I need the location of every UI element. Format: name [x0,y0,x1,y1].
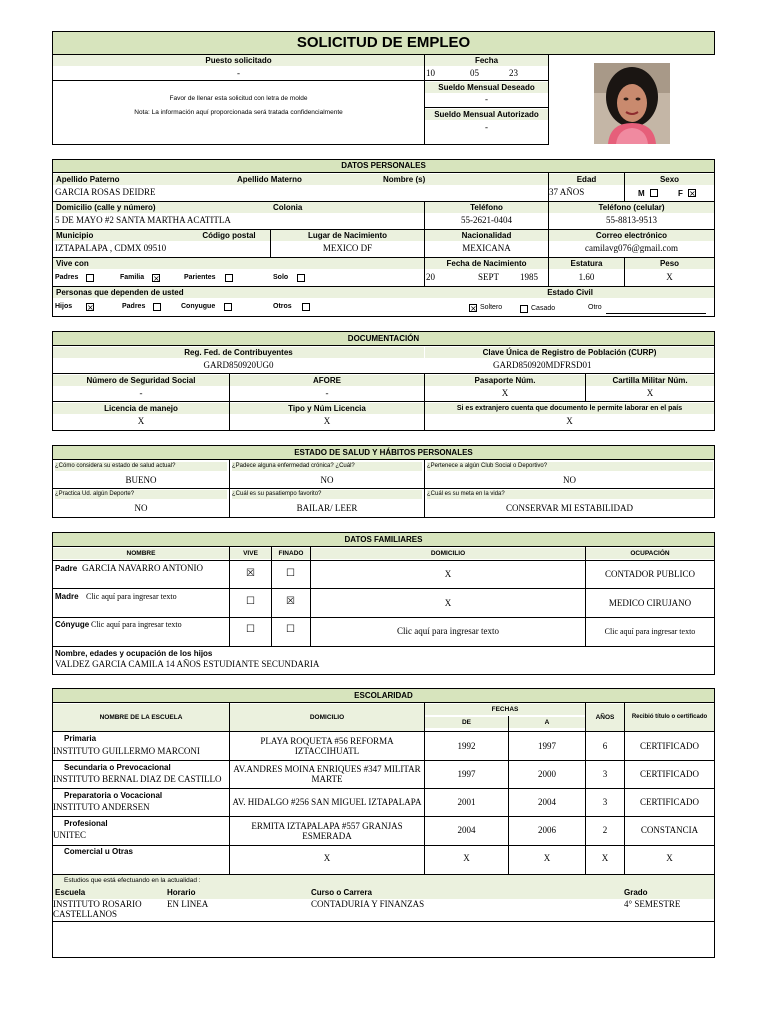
salud-a3[interactable]: NO [563,475,576,485]
actual-horario-value[interactable]: EN LINEA [167,899,209,909]
nacionalidad-label: Nacionalidad [425,230,548,241]
civil-soltero-label: Soltero [480,304,503,311]
escuela-profesional-titulo[interactable]: CONSTANCIA [640,825,699,835]
salud-q2: ¿Padece alguna enfermedad crónica? ¿Cuál? [232,462,422,471]
salud-q5: ¿Cuál es su pasatiempo favorito? [232,490,422,499]
col-de: DE [425,717,508,728]
form-title: SOLICITUD DE EMPLEO [52,31,715,55]
escuela-preparatoria-level: Preparatoria o Vocacional [64,791,163,800]
dep-conyugue-label: Conyugue [181,303,216,310]
sueldo-deseado-value[interactable]: - [485,94,488,104]
familiar-conyuge-finado[interactable]: ☐ [286,624,295,635]
sueldo-autorizado-value[interactable]: - [485,122,488,132]
actual-studies-label: Estudios que está efectuando en la actualidad : [64,877,201,884]
municipio-value[interactable]: IZTAPALAPA , CDMX 09510 [55,243,167,253]
actual-curso-value[interactable]: CONTADURIA Y FINANZAS [311,899,425,909]
escuela-profesional-level: Profesional [64,819,108,828]
sueldo-deseado-label: Sueldo Mensual Deseado [425,82,548,93]
col-finado: FINADO [272,548,310,559]
escuela-secundaria-name[interactable]: INSTITUTO BERNAL DIAZ DE CASTILLO [53,774,222,784]
vive-parientes-label: Parientes [184,274,216,281]
sexo-m-label: M [638,189,645,198]
extranjero-label: Si es extranjero cuenta que documento le permite laborar en el país [425,403,714,414]
vive-solo-checkbox[interactable] [297,274,305,282]
colonia-label: Colonia [273,203,303,212]
dep-conyugue-checkbox[interactable] [224,303,232,311]
fecha-nacimiento-month[interactable]: SEPT [478,272,500,282]
escuela-preparatoria-anios[interactable]: 3 [602,797,608,807]
edad-value[interactable]: 37 AÑOS [549,187,585,197]
dep-hijos-label: Hijos [55,303,73,310]
familiar-madre-ocupacion[interactable]: MEDICO CIRUJANO [608,598,692,608]
pasaporte-label: Pasaporte Núm. [425,375,585,386]
salud-title: ESTADO DE SALUD Y HÁBITOS PERSONALES [52,445,715,460]
dep-otros-checkbox[interactable] [302,303,310,311]
actual-escuela-label: Escuela [55,888,86,897]
fecha-nacimiento-label: Fecha de Nacimiento [425,258,548,269]
cartilla-value[interactable]: X [646,388,654,398]
familiar-conyuge-name[interactable]: Clic aquí para ingresar texto [91,620,182,629]
vive-padres-label: Padres [55,274,79,281]
vive-padres-checkbox[interactable] [86,274,94,282]
puesto-label: Puesto solicitado [53,55,424,66]
escuela-secundaria-anios[interactable]: 3 [602,769,608,779]
hijos-value[interactable]: VALDEZ GARCIA CAMILA 14 AÑOS ESTUDIANTE SECUNDARIA [55,659,320,669]
licencia-value[interactable]: X [137,416,145,426]
portrait-illustration [594,63,670,144]
nss-value[interactable]: - [139,388,143,398]
fecha-label: Fecha [425,55,548,66]
fecha-month[interactable]: 05 [470,68,479,78]
escuela-primaria-name[interactable]: INSTITUTO GUILLERMO MARCONI [53,746,200,756]
escuela-preparatoria-a[interactable]: 2004 [538,797,556,807]
pasaporte-value[interactable]: X [501,388,509,398]
salud-q3: ¿Pertenece a algún Club Social o Deportivo? [427,462,713,471]
civil-otro-line[interactable] [606,313,706,314]
tipo-licencia-label: Tipo y Núm Licencia [230,403,424,414]
familiar-conyuge-vive[interactable]: ☐ [246,624,255,635]
escuela-comercial-level: Comercial u Otras [64,847,133,856]
familiar-conyuge-rel: Cónyuge [55,620,90,629]
actual-escuela-value[interactable]: INSTITUTO ROSARIO CASTELLANOS [53,899,142,919]
vive-parientes-checkbox[interactable] [225,274,233,282]
rfc-label: Reg. Fed. de Contribuyentes [53,347,424,358]
peso-label: Peso [625,258,714,269]
col-ocupacion: OCUPACIÓN [586,548,714,559]
col-vive: VIVE [230,548,271,559]
sueldo-autorizado-label: Sueldo Mensual Autorizado [425,109,548,120]
familiar-conyuge-domicilio[interactable]: Clic aquí para ingresar texto [397,626,499,636]
escuela-comercial-a[interactable]: X [543,853,551,863]
escuela-profesional-a[interactable]: 2006 [538,825,556,835]
fecha-year[interactable]: 23 [509,68,518,78]
civil-otro-label: Otro [588,304,602,311]
curp-value[interactable]: GARD850920MDFRSD01 [493,360,592,370]
civil-casado-label: Casado [531,305,556,312]
col-anios: AÑOS [586,704,624,731]
escuela-secundaria-titulo[interactable]: CERTIFICADO [640,769,699,779]
fecha-nacimiento-year[interactable]: 1985 [520,272,538,282]
escuela-primaria-a[interactable]: 1997 [538,741,556,751]
familiar-madre-finado[interactable]: ☒ [286,596,295,607]
tipo-licencia-value[interactable]: X [323,416,331,426]
sexo-f-checkbox[interactable]: × [689,189,696,198]
familiares-title: DATOS FAMILIARES [52,532,715,547]
actual-curso-label: Curso o Carrera [311,888,372,897]
hijos-label: Nombre, edades y ocupación de los hijos [55,649,213,658]
escuela-primaria-address[interactable]: PLAYA ROQUETA #56 REFORMA IZTACCIHUATL [260,736,394,756]
escuela-comercial-titulo[interactable]: X [666,853,673,863]
estatura-label: Estatura [549,258,624,269]
escuela-preparatoria-name[interactable]: INSTITUTO ANDERSEN [53,802,150,812]
familiar-madre-vive[interactable]: ☐ [246,596,255,607]
fecha-day[interactable]: 10 [426,68,435,78]
telefono-label: Teléfono [425,202,548,213]
nss-label: Número de Seguridad Social [53,375,229,386]
escuela-primaria-de[interactable]: 1992 [457,741,476,751]
dependientes-label: Personas que dependen de usted [53,287,548,298]
estatura-value[interactable]: 1.60 [578,272,595,282]
escuela-primaria-level: Primaria [64,734,97,743]
municipio-label: Municipio [53,230,188,241]
familiar-madre-domicilio[interactable]: X [444,598,452,608]
col-escuela-domicilio: DOMICILIO [230,704,424,731]
dep-otros-label: Otros [273,303,292,310]
form-instruction: Favor de llenar esta solicitud con letra de molde [169,95,308,102]
sexo-f-label: F [678,189,683,198]
celular-label: Teléfono (celular) [549,202,714,213]
familiar-madre-name[interactable]: Clic aquí para ingresar texto [86,592,177,601]
escolaridad-title: ESCOLARIDAD [52,688,715,703]
edad-label: Edad [549,174,624,185]
escuela-primaria-titulo[interactable]: CERTIFICADO [640,741,699,751]
salud-a2[interactable]: NO [320,475,334,485]
actual-grado-value[interactable]: 4° SEMESTRE [624,899,681,909]
escuela-profesional-anios[interactable]: 2 [602,825,608,835]
salud-q4: ¿Practica Ud. algún Deporte? [55,490,227,499]
domicilio-label: Domicilio (calle y número) [53,202,424,213]
escuela-preparatoria-titulo[interactable]: CERTIFICADO [640,797,699,807]
celular-value[interactable]: 55-8813-9513 [606,215,657,225]
correo-value[interactable]: camilavg076@gmail.com [584,243,678,253]
escuela-secundaria-a[interactable]: 2000 [538,769,556,779]
escuela-comercial-address[interactable]: X [323,853,331,863]
civil-soltero-checkbox[interactable]: × [470,304,477,313]
vive-con-label: Vive con [53,258,424,269]
salud-a5[interactable]: BAILAR/ LEER [296,503,358,513]
sexo-label: Sexo [625,174,714,185]
apellido-paterno-label: Apellido Paterno [53,174,548,185]
rfc-value[interactable]: GARD850920UG0 [203,360,274,370]
cp-label: Código postal [188,230,270,241]
col-a: A [509,717,585,728]
escuela-profesional-address[interactable]: ERMITA IZTAPALAPA #557 GRANJAS ESMERADA [251,821,403,841]
vive-familia-label: Familia [120,274,145,281]
escuela-preparatoria-address[interactable]: AV. HIDALGO #256 SAN MIGUEL IZTAPALAPA [232,797,422,807]
civil-casado-checkbox[interactable] [520,305,528,313]
salud-a6[interactable]: CONSERVAR MI ESTABILIDAD [506,503,633,513]
dep-padres-label: Padres [122,303,146,310]
salud-q6: ¿Cuál es su meta en la vida? [427,490,713,499]
escuela-preparatoria-de[interactable]: 2001 [457,797,476,807]
familiar-padre-domicilio[interactable]: X [444,569,452,579]
familiar-padre-finado[interactable]: ☐ [286,568,295,579]
escuela-profesional-de[interactable]: 2004 [457,825,476,835]
cartilla-label: Cartilla Militar Núm. [586,375,714,386]
fecha-nacimiento-day[interactable]: 20 [426,272,435,282]
licencia-label: Licencia de manejo [53,403,229,414]
familiar-padre-vive[interactable]: ☒ [246,568,255,579]
familiar-padre-name[interactable]: GARCIA NAVARRO ANTONIO [82,563,204,573]
estado-civil-label: Estado Civil [425,287,714,298]
escuela-comercial-anios[interactable]: X [601,853,609,863]
actual-horario-label: Horario [167,888,196,897]
vive-solo-label: Solo [273,274,289,281]
dep-hijos-checkbox[interactable]: × [87,303,94,312]
datos-personales-title: DATOS PERSONALES [52,159,715,173]
nombre-label: Nombre (s) [383,175,426,184]
actual-grado-label: Grado [624,888,648,897]
escuela-secundaria-level: Secundaria o Prevocacional [64,763,171,772]
col-titulo: Recibió título o certificado [625,704,714,731]
salud-q1: ¿Cómo considera su estado de salud actual? [55,462,227,471]
lugar-nacimiento-label: Lugar de Nacimiento [271,230,424,241]
correo-label: Correo electrónico [549,230,714,241]
confidential-note: Nota: La información aquí proporcionada será tratada confidencialmente [134,109,343,116]
col-nombre: NOMBRE [53,548,229,559]
col-escuela: NOMBRE DE LA ESCUELA [53,704,229,731]
curp-label: Clave Única de Registro de Población (CURP) [425,347,714,358]
escuela-primaria-anios[interactable]: 6 [602,741,608,751]
col-fechas: FECHAS [425,704,585,715]
puesto-value[interactable]: - [237,68,240,78]
telefono-value[interactable]: 55-2621-0404 [461,215,512,225]
nacionalidad-value[interactable]: MEXICANA [462,243,511,253]
familiar-padre-rel: Padre [55,564,78,573]
familiar-padre-ocupacion[interactable]: CONTADOR PUBLICO [604,569,696,579]
familiar-conyuge-ocupacion[interactable]: Clic aquí para ingresar texto [604,627,696,636]
vive-familia-checkbox[interactable]: × [153,274,160,283]
salud-a1[interactable]: BUENO [125,475,157,485]
col-domicilio: DOMICILIO [311,548,585,559]
escuela-secundaria-de[interactable]: 1997 [457,769,476,779]
salud-a4[interactable]: NO [134,503,148,513]
escuela-secundaria-address[interactable]: AV.ANDRES MOINA ENRIQUES #347 MILITAR MARTE [233,764,421,784]
peso-value[interactable]: X [666,272,673,282]
sexo-m-checkbox[interactable] [650,189,658,197]
nombre-value[interactable]: GARCIA ROSAS DEIDRE [55,187,156,197]
familiar-madre-rel: Madre [55,592,79,601]
afore-value[interactable]: - [325,388,329,398]
extranjero-value[interactable]: X [566,416,573,426]
applicant-photo [594,63,670,144]
documentacion-title: DOCUMENTACIÓN [52,331,715,346]
afore-label: AFORE [230,375,424,386]
apellido-materno-label: Apellido Materno [237,175,302,184]
escuela-comercial-de[interactable]: X [463,853,470,863]
dep-padres-checkbox[interactable] [153,303,161,311]
lugar-nacimiento-value[interactable]: MEXICO DF [322,243,373,253]
escuela-profesional-name[interactable]: UNITEC [53,830,86,840]
domicilio-value[interactable]: 5 DE MAYO #2 SANTA MARTHA ACATITLA [55,215,231,225]
